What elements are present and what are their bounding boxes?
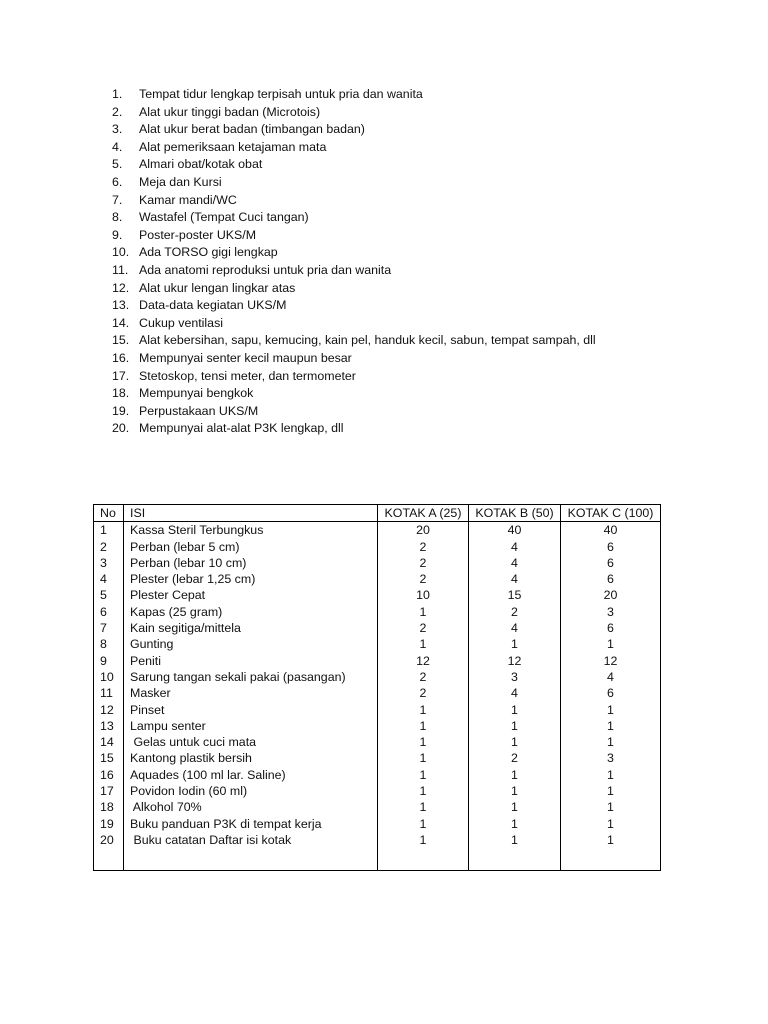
list-item	[112, 262, 596, 280]
cell-kotak-c: 1	[561, 832, 661, 848]
cell-kotak-a: 2	[378, 620, 469, 636]
cell-isi: Masker	[124, 685, 378, 701]
table-row	[94, 702, 661, 718]
list-item	[112, 156, 596, 174]
table-row	[94, 767, 661, 783]
list-item-number: 15.	[112, 333, 130, 348]
cell-no: 5	[94, 587, 124, 603]
table-header-row	[94, 505, 661, 522]
list-item-text: Data-data kegiatan UKS/M	[139, 298, 287, 313]
cell-kotak-b: 4	[469, 571, 561, 587]
cell-no: 17	[94, 783, 124, 799]
table-row	[94, 718, 661, 734]
cell-isi: Lampu senter	[124, 718, 378, 734]
cell-no: 16	[94, 767, 124, 783]
list-item	[112, 244, 596, 262]
cell-kotak-a: 1	[378, 636, 469, 652]
cell-kotak-c: 1	[561, 702, 661, 718]
list-item	[112, 104, 596, 122]
list-item-number: 18.	[112, 386, 130, 401]
cell-isi: Perban (lebar 5 cm)	[124, 539, 378, 555]
cell-kotak-c: 40	[561, 522, 661, 539]
table-row	[94, 587, 661, 603]
cell-kotak-b: 1	[469, 832, 561, 848]
cell-isi: Pinset	[124, 702, 378, 718]
empty-cell	[124, 848, 378, 871]
cell-kotak-a: 1	[378, 604, 469, 620]
cell-kotak-a: 2	[378, 669, 469, 685]
table-row	[94, 734, 661, 750]
table-row	[94, 669, 661, 685]
first-aid-kit-table	[93, 504, 661, 871]
header-no: No	[94, 505, 124, 522]
list-item	[112, 368, 596, 386]
table-filler-row	[94, 848, 661, 871]
cell-isi: Peniti	[124, 653, 378, 669]
cell-kotak-c: 6	[561, 620, 661, 636]
cell-kotak-b: 3	[469, 669, 561, 685]
cell-kotak-a: 10	[378, 587, 469, 603]
table-row	[94, 685, 661, 701]
cell-no: 4	[94, 571, 124, 587]
list-item-text: Ada anatomi reproduksi untuk pria dan wanita	[139, 262, 392, 277]
list-item-number: 1.	[112, 87, 123, 101]
list-item-text: Cukup ventilasi	[139, 315, 224, 330]
list-item	[112, 420, 596, 438]
cell-kotak-c: 1	[561, 636, 661, 652]
table-row	[94, 750, 661, 766]
cell-kotak-a: 2	[378, 685, 469, 701]
list-item-number: 6.	[112, 174, 123, 189]
list-item-number: 2.	[112, 104, 123, 119]
cell-no: 11	[94, 685, 124, 701]
cell-isi: Alkohol 70%	[124, 799, 378, 815]
cell-isi: Kapas (25 gram)	[124, 604, 378, 620]
list-item	[112, 385, 596, 403]
list-item-number: 19.	[112, 403, 130, 418]
list-item-number: 10.	[112, 245, 130, 260]
list-item-text: Wastafel (Tempat Cuci tangan)	[139, 210, 309, 225]
table-row	[94, 783, 661, 799]
list-item	[112, 121, 596, 139]
empty-cell	[469, 848, 561, 871]
cell-isi: Kantong plastik bersih	[124, 750, 378, 766]
empty-cell	[378, 848, 469, 871]
cell-no: 9	[94, 653, 124, 669]
cell-kotak-b: 1	[469, 702, 561, 718]
cell-no: 10	[94, 669, 124, 685]
list-item-number: 17.	[112, 368, 130, 383]
cell-isi: Kain segitiga/mittela	[124, 620, 378, 636]
cell-kotak-c: 6	[561, 555, 661, 571]
cell-isi: Gelas untuk cuci mata	[124, 734, 378, 750]
cell-kotak-a: 1	[378, 767, 469, 783]
cell-no: 8	[94, 636, 124, 652]
table-row	[94, 816, 661, 832]
header-kotak-c: KOTAK C (100)	[561, 505, 661, 522]
list-item-number: 7.	[112, 192, 123, 207]
list-item	[112, 297, 596, 315]
cell-kotak-b: 4	[469, 555, 561, 571]
cell-kotak-b: 1	[469, 734, 561, 750]
cell-kotak-b: 2	[469, 750, 561, 766]
cell-no: 18	[94, 799, 124, 815]
cell-kotak-a: 1	[378, 702, 469, 718]
cell-no: 1	[94, 522, 124, 539]
list-item	[112, 209, 596, 227]
list-item-text: Kamar mandi/WC	[139, 192, 237, 207]
list-item-text: Alat kebersihan, sapu, kemucing, kain pel, handuk kecil, sabun, tempat sampah, dll	[139, 333, 596, 348]
list-item	[112, 280, 596, 298]
cell-kotak-a: 1	[378, 783, 469, 799]
list-item-number: 8.	[112, 210, 123, 225]
cell-no: 20	[94, 832, 124, 848]
table-row	[94, 653, 661, 669]
list-item	[112, 174, 596, 192]
cell-isi: Buku panduan P3K di tempat kerja	[124, 816, 378, 832]
list-item	[112, 315, 596, 333]
list-item-text: Alat ukur berat badan (timbangan badan)	[139, 122, 365, 137]
cell-isi: Povidon Iodin (60 ml)	[124, 783, 378, 799]
cell-kotak-b: 15	[469, 587, 561, 603]
cell-kotak-b: 1	[469, 816, 561, 832]
cell-kotak-c: 6	[561, 571, 661, 587]
cell-isi: Plester (lebar 1,25 cm)	[124, 571, 378, 587]
cell-kotak-c: 6	[561, 685, 661, 701]
list-item	[112, 86, 596, 104]
cell-kotak-a: 2	[378, 571, 469, 587]
list-item-text: Alat ukur tinggi badan (Microtois)	[139, 104, 321, 119]
cell-isi: Plester Cepat	[124, 587, 378, 603]
cell-no: 13	[94, 718, 124, 734]
table-row	[94, 799, 661, 815]
table-row	[94, 620, 661, 636]
cell-kotak-a: 1	[378, 718, 469, 734]
cell-isi: Aquades (100 ml lar. Saline)	[124, 767, 378, 783]
list-item	[112, 139, 596, 157]
cell-kotak-b: 1	[469, 767, 561, 783]
cell-no: 14	[94, 734, 124, 750]
list-item	[112, 227, 596, 245]
list-item-number: 4.	[112, 139, 123, 154]
cell-kotak-b: 1	[469, 783, 561, 799]
list-item-text: Mempunyai senter kecil maupun besar	[139, 350, 352, 365]
cell-kotak-b: 4	[469, 539, 561, 555]
cell-isi: Gunting	[124, 636, 378, 652]
list-item-text: Stetoskop, tensi meter, dan termometer	[139, 368, 356, 383]
cell-kotak-a: 1	[378, 816, 469, 832]
header-isi: ISI	[124, 505, 378, 522]
cell-kotak-c: 4	[561, 669, 661, 685]
header-kotak-a: KOTAK A (25)	[378, 505, 469, 522]
list-item-text: Mempunyai alat-alat P3K lengkap, dll	[139, 421, 344, 436]
cell-kotak-a: 12	[378, 653, 469, 669]
cell-no: 6	[94, 604, 124, 620]
cell-kotak-b: 1	[469, 718, 561, 734]
cell-no: 2	[94, 539, 124, 555]
cell-isi: Perban (lebar 10 cm)	[124, 555, 378, 571]
table-row	[94, 832, 661, 848]
cell-kotak-c: 1	[561, 767, 661, 783]
cell-kotak-b: 1	[469, 636, 561, 652]
cell-kotak-c: 1	[561, 816, 661, 832]
header-kotak-b: KOTAK B (50)	[469, 505, 561, 522]
list-item-number: 9.	[112, 227, 123, 242]
list-item-number: 5.	[112, 157, 123, 172]
cell-kotak-a: 2	[378, 539, 469, 555]
list-item	[112, 332, 596, 350]
list-item-text: Perpustakaan UKS/M	[139, 403, 259, 418]
table-row	[94, 539, 661, 555]
cell-kotak-a: 1	[378, 799, 469, 815]
list-item	[112, 192, 596, 210]
cell-kotak-c: 1	[561, 783, 661, 799]
cell-kotak-b: 40	[469, 522, 561, 539]
cell-kotak-c: 12	[561, 653, 661, 669]
cell-kotak-a: 1	[378, 832, 469, 848]
table-row	[94, 522, 661, 539]
cell-kotak-c: 1	[561, 799, 661, 815]
cell-kotak-c: 3	[561, 604, 661, 620]
list-item	[112, 403, 596, 421]
cell-isi: Buku catatan Daftar isi kotak	[124, 832, 378, 848]
table-body	[94, 522, 661, 871]
list-item-text: Alat pemeriksaan ketajaman mata	[139, 139, 327, 154]
list-item-text: Alat ukur lengan lingkar atas	[139, 280, 296, 295]
cell-kotak-a: 1	[378, 734, 469, 750]
list-item-number: 11.	[112, 262, 129, 277]
list-item-text: Mempunyai bengkok	[139, 386, 254, 401]
cell-no: 12	[94, 702, 124, 718]
cell-isi: Sarung tangan sekali pakai (pasangan)	[124, 669, 378, 685]
list-item-text: Almari obat/kotak obat	[139, 157, 263, 172]
facility-checklist	[112, 86, 596, 438]
empty-cell	[561, 848, 661, 871]
list-item	[112, 350, 596, 368]
list-item-number: 12.	[112, 280, 130, 295]
list-item-number: 14.	[112, 315, 130, 330]
table-row	[94, 555, 661, 571]
cell-kotak-a: 1	[378, 750, 469, 766]
cell-kotak-b: 4	[469, 685, 561, 701]
cell-kotak-b: 12	[469, 653, 561, 669]
cell-kotak-c: 3	[561, 750, 661, 766]
cell-kotak-b: 2	[469, 604, 561, 620]
cell-no: 15	[94, 750, 124, 766]
cell-kotak-b: 1	[469, 799, 561, 815]
cell-kotak-c: 1	[561, 734, 661, 750]
table-row	[94, 604, 661, 620]
cell-kotak-a: 2	[378, 555, 469, 571]
list-item-text: Meja dan Kursi	[139, 174, 222, 189]
cell-kotak-c: 1	[561, 718, 661, 734]
list-item-number: 20.	[112, 421, 130, 436]
cell-no: 19	[94, 816, 124, 832]
cell-no: 3	[94, 555, 124, 571]
list-item-text: Tempat tidur lengkap terpisah untuk pria dan wanita	[139, 87, 423, 101]
cell-isi: Kassa Steril Terbungkus	[124, 522, 378, 539]
cell-kotak-c: 20	[561, 587, 661, 603]
empty-cell	[94, 848, 124, 871]
cell-no: 7	[94, 620, 124, 636]
list-item-number: 3.	[112, 122, 123, 137]
list-item-number: 13.	[112, 298, 130, 313]
table-row	[94, 636, 661, 652]
list-item-text: Ada TORSO gigi lengkap	[139, 245, 278, 260]
cell-kotak-c: 6	[561, 539, 661, 555]
cell-kotak-b: 4	[469, 620, 561, 636]
list-item-number: 16.	[112, 350, 130, 365]
list-item-text: Poster-poster UKS/M	[139, 227, 257, 242]
cell-kotak-a: 20	[378, 522, 469, 539]
table-row	[94, 571, 661, 587]
